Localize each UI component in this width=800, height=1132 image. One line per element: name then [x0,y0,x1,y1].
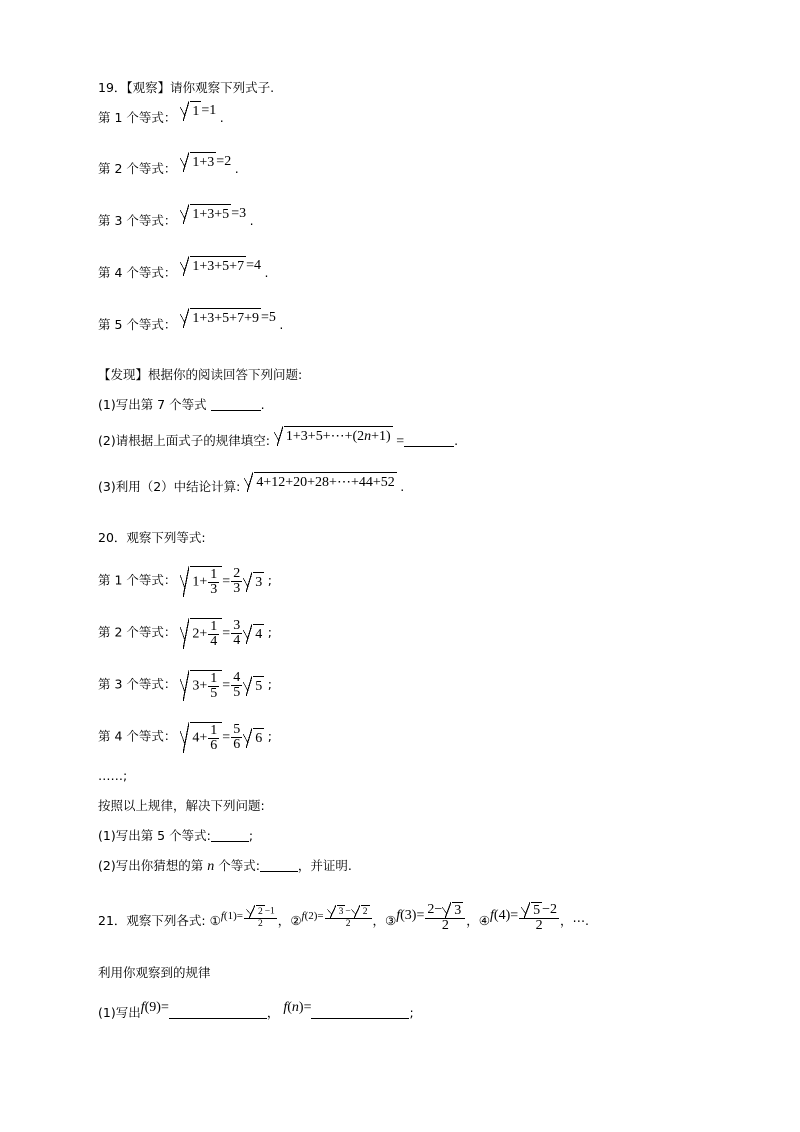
sqrt-symbol: 6 [243,728,264,748]
sqrt-symbol: 5 [243,676,264,696]
sqrt-symbol: 1+3+5+⋯+(2n+1) [274,426,393,446]
sqrt-symbol: 2+ $\frac{1}{4}$ [180,618,222,649]
q19-title: 19．【观察】请你观察下列式子. [98,80,275,95]
q20-rule: 按照以上规律，解决下列问题: [98,798,265,813]
answer-blank[interactable] [260,871,298,872]
sqrt-symbol: 3+ $\frac{1}{5}$ [180,670,222,701]
q21-line: 21．观察下列各式: ①f(1)= $\frac{2 -1}{2}$ ，②f(2)= $\frac{3 - 2}{2}$ ，③f(3)= $\frac{2- 3}{2}$ ，④f(4)= $\frac{5 -2}{2}$ ，⋯. [98,902,590,933]
q19-part-2: (2)请根据上面式子的规律填空: 1+3+5+⋯+(2n+1) = . [98,432,458,452]
sqrt-symbol: 1+3+5 [180,204,231,224]
q19-part-3: (3)利用（2）中结论计算: 4+12+20+28+⋯+44+52 . [98,478,404,498]
q21-part-1: (1)写出f(9)= ， f(n)= ; [98,1000,414,1020]
answer-blank[interactable] [169,1018,267,1019]
q20-part-2: (2)写出你猜想的第 n 个等式: ，并证明. [98,858,352,874]
sqrt-symbol: 4 [243,624,264,644]
q19-eq-1: 第 1 个等式： 1 =1 . [98,109,224,129]
answer-blank[interactable] [311,1018,409,1019]
q20-eq-1: 第 1 个等式： 1+ $\frac{1}{3}$ = $\frac{2}{3}$ 3 ; [98,566,272,597]
sqrt-symbol: 1+3+5+7 [180,256,246,276]
answer-blank[interactable] [404,446,454,447]
answer-blank[interactable] [211,841,249,842]
q20-eq-3: 第 3 个等式： 3+ $\frac{1}{5}$ = $\frac{4}{5}$ 5 ; [98,670,272,701]
q19-discover: 【发现】根据你的阅读回答下列问题: [98,367,303,382]
q20-eq-4: 第 4 个等式： 4+ $\frac{1}{6}$ = $\frac{5}{6}$ 6 ; [98,722,272,753]
q19-eq-5: 第 5 个等式： 1+3+5+7+9 =5 . [98,316,283,336]
q19-eq-2: 第 2 个等式： 1+3 =2 . [98,160,239,180]
answer-blank[interactable] [211,410,261,411]
sqrt-symbol: 4+ $\frac{1}{6}$ [180,722,222,753]
sqrt-symbol: 1 [180,101,201,121]
q20-ellipsis: ……; [98,768,128,783]
q20-part-1: (1)写出第 5 个等式: ; [98,828,254,843]
sqrt-symbol: 3 [243,572,264,592]
q20-title: 20．观察下列等式: [98,530,206,545]
q19-part-1: (1)写出第 7 个等式 . [98,397,265,412]
q21-use: 利用你观察到的规律 [98,965,211,980]
sqrt-symbol: 1+3+5+7+9 [180,308,261,328]
sqrt-symbol: 1+3 [180,152,216,172]
q19-eq-4: 第 4 个等式： 1+3+5+7 =4 . [98,264,268,284]
q20-eq-2: 第 2 个等式： 2+ $\frac{1}{4}$ = $\frac{3}{4}$ 4 ; [98,618,272,649]
sqrt-symbol: 4+12+20+28+⋯+44+52 [244,472,396,492]
sqrt-symbol: 1+ $\frac{1}{3}$ [180,566,222,597]
q19-eq-3: 第 3 个等式： 1+3+5 =3 . [98,212,254,232]
